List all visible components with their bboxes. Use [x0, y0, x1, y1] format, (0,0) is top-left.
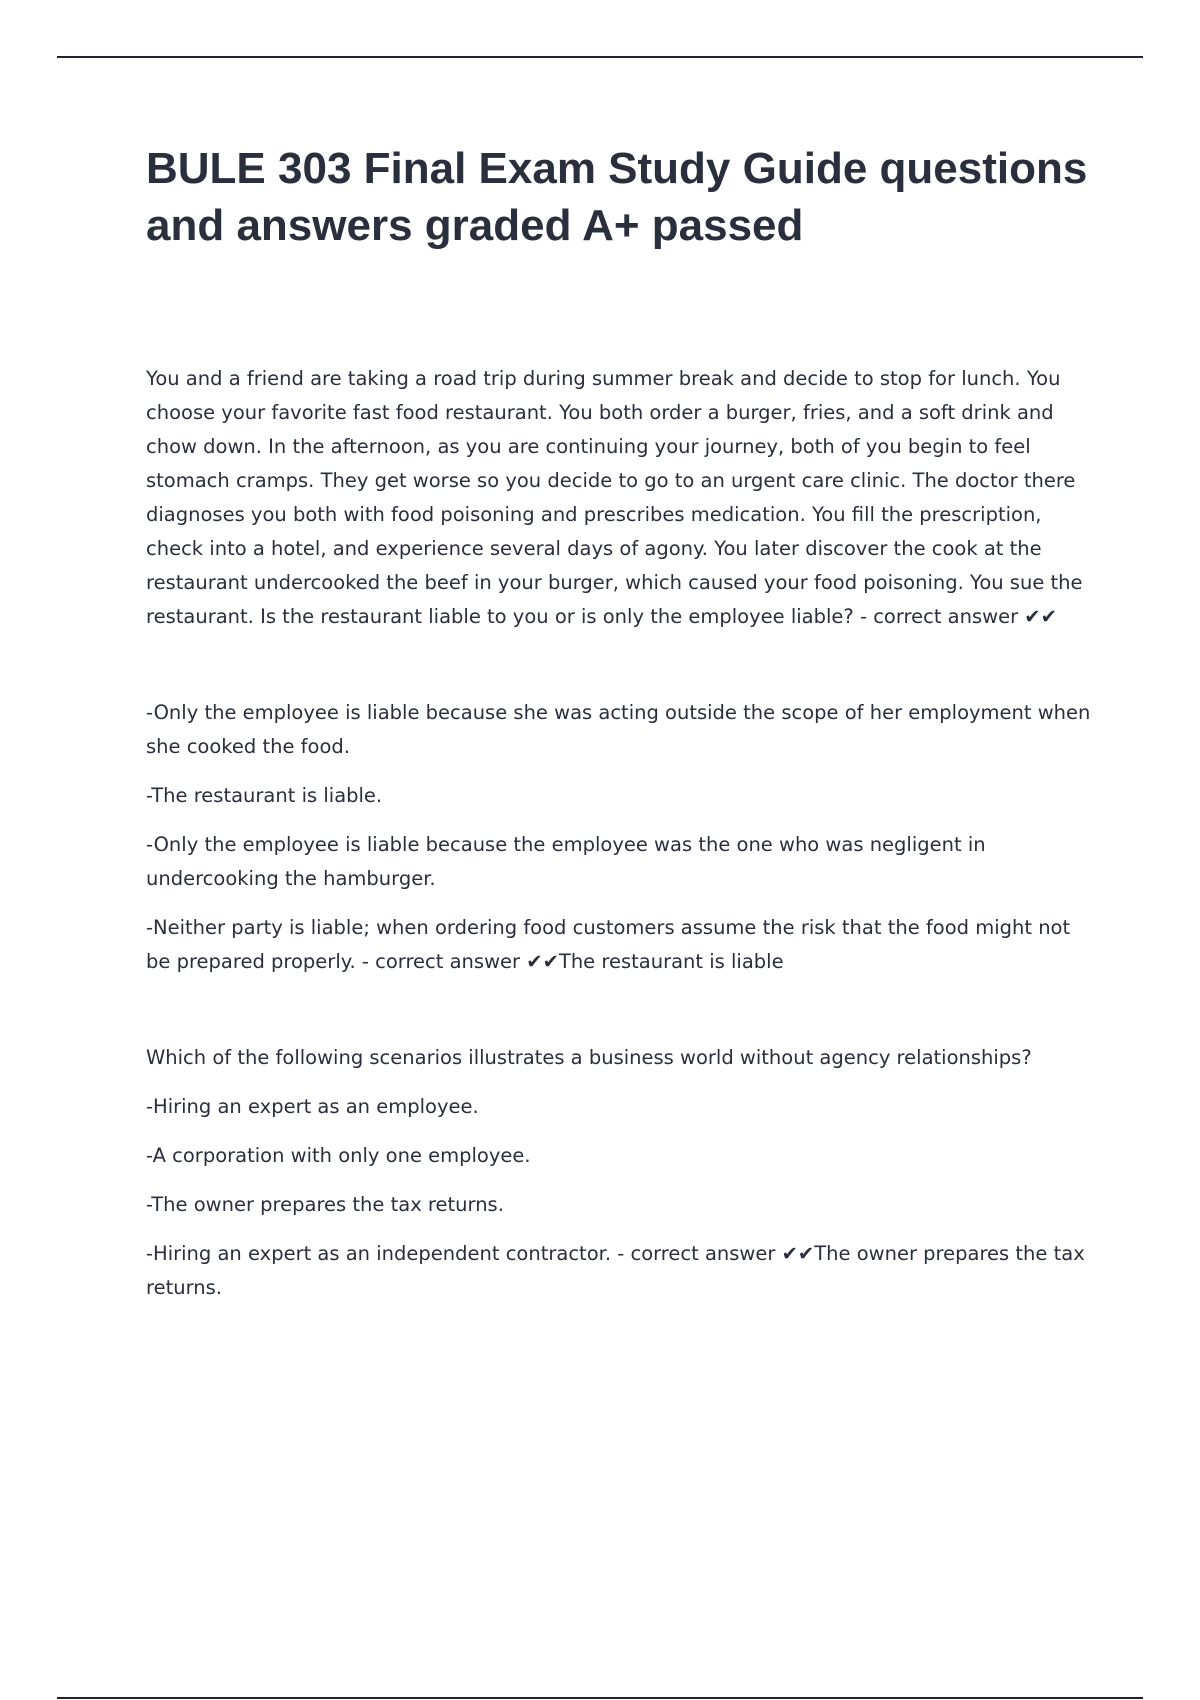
question-1-option-3: -Only the employee is liable because the employee was the one who was negligent in undercooking the hamburger. [146, 833, 986, 890]
question-2-prompt: Which of the following scenarios illustrates a business world without agency relationships? [146, 1046, 1032, 1069]
top-divider [57, 56, 1143, 58]
question-2-options [146, 1090, 1092, 1305]
question-2-option-3: -The owner prepares the tax returns. [146, 1193, 504, 1216]
document-title: BULE 303 Final Exam Study Guide questions and answers graded A+ passed [146, 144, 1088, 250]
question-2 [146, 1041, 1092, 1305]
question-1-option-2: -The restaurant is liable. [146, 784, 383, 807]
question-1-option-4: -Neither party is liable; when ordering food customers assume the risk that the food might not be prepared properly. - correct answer ✔✔The restaurant is liable [146, 916, 1071, 973]
question-1-option-1: -Only the employee is liable because she was acting outside the scope of her employment when she cooked the food. [146, 701, 1091, 758]
question-2-option-4: -Hiring an expert as an independent contractor. - correct answer ✔✔The owner prepares the tax returns. [146, 1242, 1085, 1299]
document-content [146, 140, 1092, 1320]
question-2-option-1: -Hiring an expert as an employee. [146, 1095, 479, 1118]
question-1-prompt: You and a friend are taking a road trip during summer break and decide to stop for lunch. You choose your favorite fast food restaurant. You both order a burger, fries, and a soft drink and chow down. In the afternoon, as you are continuing your journey, both of you begin to feel stomach cramps. They get worse so you decide to go to an urgent care clinic. The doctor there diagnoses you both with food poisoning and prescribes medication. You fill the prescription, check into a hotel, and experience several days of agony. You later discover the cook at the restaurant undercooked the beef in your burger, which caused your food poisoning. You sue the restaurant. Is the restaurant liable to you or is only the employee liable? - correct answer ✔✔ [146, 367, 1083, 628]
question-2-option-2: -A corporation with only one employee. [146, 1144, 531, 1167]
question-1-options [146, 696, 1092, 979]
question-1 [146, 362, 1092, 979]
bottom-divider [57, 1697, 1143, 1699]
